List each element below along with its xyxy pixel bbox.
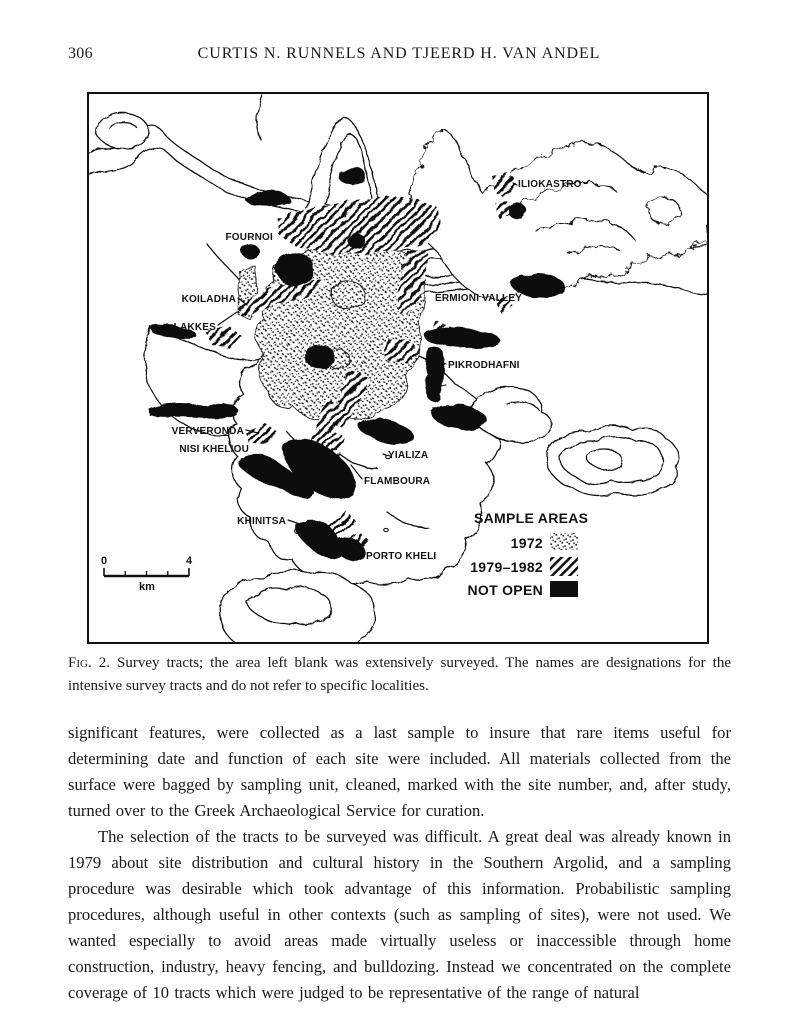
legend-swatch-hatch xyxy=(550,557,578,576)
map-label-ververonda: VERVERONDA xyxy=(171,426,244,437)
figure-caption-text: Survey tracts; the area left blank was extensively surveyed. The names are designations for the intensive survey tracts and do not refer to specific localities. xyxy=(68,655,732,694)
paragraph-1: significant features, were collected as a last sample to insure that rare items useful for determining date and function of each site were included. All materials collected from the surface were bagged by sampling unit, cleaned, marked with the site number, and, after study, turned over to the Greek Archaeological Service for curation. xyxy=(68,723,731,820)
scale-start: 0 xyxy=(100,555,108,567)
map-label-yializa: YIALIZA xyxy=(388,450,429,461)
map-label-nisi-kheliou: NISI KHELIOU xyxy=(179,444,249,455)
page-number: 306 xyxy=(68,45,93,62)
map-label-khinitsa: KHINITSA xyxy=(237,516,286,527)
scale-bar xyxy=(101,555,193,593)
map-label-lakkes: LAKKES xyxy=(173,322,216,333)
legend-label-not-open: NOT OPEN xyxy=(467,582,543,598)
map-label-fournoi: FOURNOI xyxy=(225,232,273,243)
figure-caption-label: Fig. 2. xyxy=(68,655,110,671)
legend-swatch-solid xyxy=(550,581,578,597)
map-label-pikrodhafni: PIKRODHAFNI xyxy=(448,360,520,371)
northeast-coast xyxy=(403,128,709,299)
body-text xyxy=(68,720,731,1006)
scale-unit: km xyxy=(139,581,155,593)
legend-title: SAMPLE AREAS xyxy=(474,510,589,526)
survey-map xyxy=(87,92,709,644)
map-label-ermioni-valley: ERMIONI VALLEY xyxy=(435,293,523,304)
map-legend xyxy=(467,510,588,598)
scale-end: 4 xyxy=(185,555,193,567)
map-label-flamboura: FLAMBOURA xyxy=(364,476,431,487)
figure-2 xyxy=(87,92,709,644)
map-label-iliokastro: ILIOKASTRO xyxy=(518,179,582,190)
paragraph-2: The selection of the tracts to be surveyed was difficult. A great deal was already known in 1979 about site distribution and cultural history in the Southern Argolid, and a sampling procedure was desirable which took advantage of this information. Probabilistic sampling procedures, although useful in other contexts (such as sampling of sites), were not used. We wanted especially to avoid areas made virtually useless or inaccessible through home construction, industry, heavy fencing, and bulldozing. Instead we concentrated on the complete coverage of 10 tracts which were judged to be representative of the range of natural xyxy=(68,827,731,1002)
legend-label-1979-1982: 1979–1982 xyxy=(470,559,543,575)
map-label-porto-kheli: PORTO KHELI xyxy=(366,551,437,562)
running-head: CURTIS N. RUNNELS AND TJEERD H. VAN ANDEL xyxy=(197,45,601,62)
legend-label-1972: 1972 xyxy=(510,535,543,551)
legend-swatch-dots xyxy=(550,533,578,550)
figure-caption xyxy=(68,652,731,698)
map-label-koiladha: KOILADHA xyxy=(181,294,236,305)
